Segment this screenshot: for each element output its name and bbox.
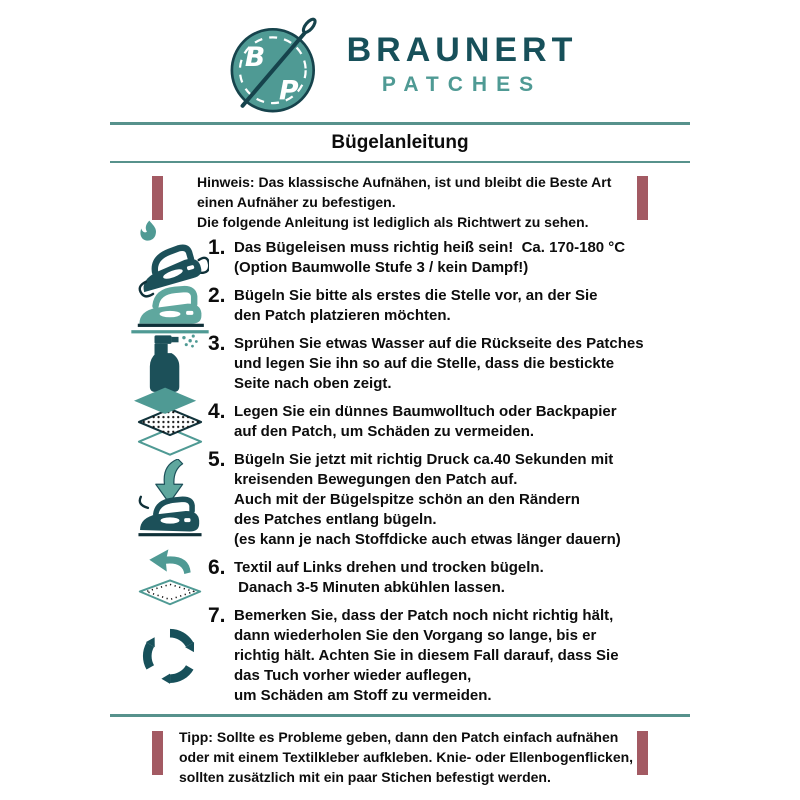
step-row xyxy=(110,558,690,598)
sheet-content xyxy=(110,122,690,787)
step-text-line: das Tuch vorher wieder auflegen, xyxy=(234,667,472,684)
brand-text xyxy=(347,31,578,97)
step-text-line: auf den Patch, um Schäden zu vermeiden. xyxy=(234,423,535,440)
step-row xyxy=(110,450,690,550)
step-text xyxy=(234,286,690,326)
step-row xyxy=(110,286,690,326)
tip-left-bar xyxy=(152,731,163,775)
step-text xyxy=(234,606,690,706)
step-text xyxy=(234,450,690,550)
brand-subtitle: PATCHES xyxy=(381,73,543,96)
step-text-line: den Patch platzieren möchten. xyxy=(234,307,451,324)
step-text-line: (es kann je nach Stoffdicke auch etwas länger dauern) xyxy=(234,531,621,548)
brand-logo-icon xyxy=(223,9,335,119)
step-text-line: und legen Sie ihn so auf die Stelle, dass die bestickte xyxy=(234,355,615,372)
brand-name: BRAUNERT xyxy=(346,31,578,69)
notice-left-bar xyxy=(152,176,163,220)
notice-box xyxy=(152,172,648,232)
step-text-line: (Option Baumwolle Stufe 3 / kein Dampf!) xyxy=(234,259,529,276)
step-text-line: Das Bügeleisen muss richtig heiß sein! Ca. 170-180 °C xyxy=(234,239,626,256)
callout-line: oder mit einem Textilkleber aufkleben. Knie- oder Ellenbogenflicken, xyxy=(179,748,634,765)
notice-right-bar xyxy=(637,176,648,220)
notice-text xyxy=(163,172,637,232)
step-text-line: kreisenden Bewegungen den Patch auf. xyxy=(234,471,518,488)
brand-header xyxy=(0,0,800,122)
step-row xyxy=(110,334,690,394)
repeat-cycle-icon xyxy=(130,623,210,689)
step-text-line: Bügeln Sie jetzt mit richtig Druck ca.40 Sekunden mit xyxy=(234,451,614,468)
step-text-line: dann wiederholen Sie den Vorgang so lange, bis er xyxy=(234,627,597,644)
preheat-iron-icon xyxy=(130,277,210,335)
tip-right-bar xyxy=(637,731,648,775)
step-text xyxy=(234,402,690,442)
steps-list xyxy=(110,238,690,706)
step-text-line: Seite nach oben zeigt. xyxy=(234,375,392,392)
step-number: 6. xyxy=(208,556,226,579)
step-number: 3. xyxy=(208,332,226,355)
step-text-line: Sprühen Sie etwas Wasser auf die Rückseite des Patches xyxy=(234,335,644,352)
callout-line: Hinweis: Das klassische Aufnähen, ist und bleibt die Beste Art xyxy=(197,174,612,190)
tip-text xyxy=(163,727,637,787)
press-iron-icon xyxy=(130,459,210,541)
step-number: 1. xyxy=(208,236,226,259)
step-number: 7. xyxy=(208,604,226,627)
step-row xyxy=(110,606,690,706)
step-text-line: um Schäden am Stoff zu vermeiden. xyxy=(234,687,492,704)
step-text-line: Legen Sie ein dünnes Baumwolltuch oder Backpapier xyxy=(234,403,617,420)
flip-textile-icon xyxy=(130,547,210,609)
step-text-line: richtig hält. Achten Sie in diesem Fall darauf, dass Sie xyxy=(234,647,619,664)
step-text xyxy=(234,334,690,394)
page-title: Bügelanleitung xyxy=(331,131,469,153)
step-text-line: Bügeln Sie bitte als erstes die Stelle vor, an der Sie xyxy=(234,287,598,304)
logo-letter-p: P xyxy=(278,75,299,107)
step-row xyxy=(110,402,690,442)
step-number: 2. xyxy=(208,284,226,307)
step-number: 5. xyxy=(208,448,226,471)
callout-line: sollten zusätzlich mit ein paar Stichen befestigt werden. xyxy=(179,768,551,785)
notice-label: Hinweis: xyxy=(197,174,255,190)
step-text-line: des Patches entlang bügeln. xyxy=(234,511,437,528)
step-text xyxy=(234,238,690,278)
step-text xyxy=(234,558,690,598)
step-text-line: Bemerken Sie, dass der Patch noch nicht richtig hält, xyxy=(234,607,614,624)
step-text-line: Auch mit der Bügelspitze schön an den Rändern xyxy=(234,491,580,508)
tip-box xyxy=(152,727,648,787)
logo-letter-b: B xyxy=(244,41,265,73)
divider-top xyxy=(110,122,690,125)
callout-line: Die folgende Anleitung ist lediglich als Richtwert zu sehen. xyxy=(197,214,589,230)
step-row xyxy=(110,238,690,278)
divider-under-title xyxy=(110,161,690,164)
step-text-line: Danach 3-5 Minuten abkühlen lassen. xyxy=(234,579,505,596)
divider-above-tip xyxy=(110,714,690,717)
step-text-line: Textil auf Links drehen und trocken bügeln. xyxy=(234,559,544,576)
step-number: 4. xyxy=(208,400,226,423)
callout-line: einen Aufnäher zu befestigen. xyxy=(197,194,396,210)
tip-label: Tipp: xyxy=(179,728,213,745)
cloth-layers-icon xyxy=(130,386,210,458)
callout-line: Tipp: Sollte es Probleme geben, dann den Patch einfach aufnähen xyxy=(179,728,619,745)
